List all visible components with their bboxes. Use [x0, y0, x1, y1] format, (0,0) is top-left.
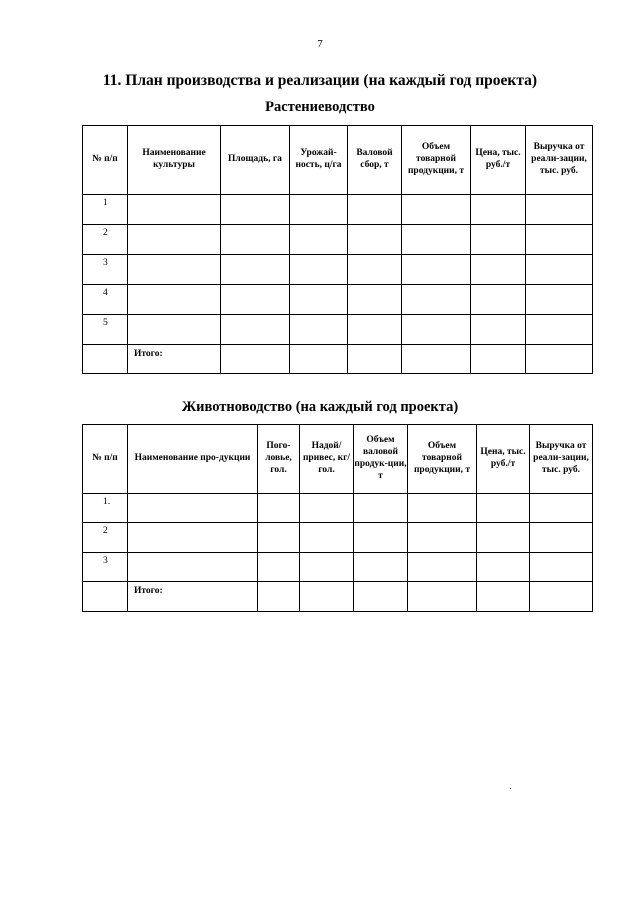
column-header: № п/п — [83, 126, 128, 195]
table-cell — [290, 345, 348, 374]
table-cell — [526, 225, 593, 255]
table-cell — [128, 315, 221, 345]
column-header: Надой/ привес, кг/гол. — [300, 425, 354, 494]
livestock-subtitle: Животноводство (на каждый год проекта) — [181, 399, 459, 415]
table-cell — [471, 225, 526, 255]
row-number: 3 — [83, 553, 128, 582]
table-cell — [290, 315, 348, 345]
table-row — [83, 523, 593, 553]
table-cell — [128, 195, 221, 225]
table-cell — [300, 553, 354, 582]
table-cell — [408, 553, 477, 582]
table-row — [83, 285, 593, 315]
table-cell — [402, 225, 471, 255]
table-cell — [348, 255, 402, 285]
table-cell — [290, 285, 348, 315]
table-cell — [258, 553, 300, 582]
table-cell — [300, 582, 354, 612]
table-cell — [408, 582, 477, 612]
table-cell — [290, 195, 348, 225]
table-cell — [221, 315, 290, 345]
table-row — [83, 494, 593, 523]
table-row — [83, 195, 593, 225]
total-label: Итого: — [128, 582, 258, 612]
livestock-production-table — [82, 424, 593, 612]
crop-production-table — [82, 125, 593, 374]
total-label: Итого: — [128, 345, 221, 374]
table-cell — [408, 494, 477, 523]
column-header: Выручка от реали-зации, тыс. руб. — [530, 425, 593, 494]
column-header: № п/п — [83, 425, 128, 494]
table-cell — [348, 225, 402, 255]
table-cell — [348, 315, 402, 345]
table-cell — [128, 523, 258, 553]
column-header: Выручка от реали-зации, тыс. руб. — [526, 126, 593, 195]
row-number: 3 — [83, 255, 128, 285]
column-header: Объем товарной продукции, т — [402, 126, 471, 195]
table-cell — [530, 553, 593, 582]
column-header: Наименование про-дукции — [128, 425, 258, 494]
table-cell — [258, 523, 300, 553]
table-cell — [526, 195, 593, 225]
table-cell — [83, 345, 128, 374]
table-cell — [402, 315, 471, 345]
table-cell — [83, 582, 128, 612]
table-row — [83, 225, 593, 255]
table-cell — [258, 494, 300, 523]
table-row — [83, 255, 593, 285]
table-cell — [402, 195, 471, 225]
row-number: 1. — [83, 494, 128, 523]
scan-artifact — [510, 788, 511, 789]
row-number: 2 — [83, 225, 128, 255]
table-cell — [477, 523, 530, 553]
table-cell — [348, 345, 402, 374]
table-cell — [471, 195, 526, 225]
column-header: Площадь, га — [221, 126, 290, 195]
column-header: Пого-ловье, гол. — [258, 425, 300, 494]
table-cell — [348, 195, 402, 225]
table-cell — [354, 553, 408, 582]
table-cell — [526, 285, 593, 315]
table-cell — [221, 195, 290, 225]
table-cell — [258, 582, 300, 612]
table-cell — [221, 225, 290, 255]
table-cell — [530, 494, 593, 523]
row-number: 1 — [83, 195, 128, 225]
table-cell — [471, 255, 526, 285]
column-header: Объем товарной продукции, т — [408, 425, 477, 494]
table-cell — [530, 582, 593, 612]
table-cell — [354, 582, 408, 612]
column-header: Урожай-ность, ц/га — [290, 126, 348, 195]
table-row — [83, 315, 593, 345]
row-number: 2 — [83, 523, 128, 553]
crop-subtitle: Растениеводство — [265, 99, 375, 115]
table-cell — [128, 285, 221, 315]
table-row — [83, 553, 593, 582]
page-number: 7 — [317, 38, 323, 50]
table-cell — [402, 345, 471, 374]
table-cell — [354, 523, 408, 553]
table-header-row — [83, 126, 593, 195]
column-header: Валовой сбор, т — [348, 126, 402, 195]
table-header-row — [83, 425, 593, 494]
table-cell — [526, 345, 593, 374]
total-row — [83, 582, 593, 612]
table-cell — [477, 494, 530, 523]
table-cell — [408, 523, 477, 553]
total-row — [83, 345, 593, 374]
table-cell — [471, 315, 526, 345]
column-header: Наименование культуры — [128, 126, 221, 195]
table-cell — [526, 255, 593, 285]
table-cell — [221, 345, 290, 374]
table-cell — [290, 255, 348, 285]
table-cell — [221, 285, 290, 315]
table-cell — [477, 582, 530, 612]
table-cell — [128, 494, 258, 523]
table-cell — [471, 285, 526, 315]
row-number: 5 — [83, 315, 128, 345]
table-cell — [471, 345, 526, 374]
table-cell — [221, 255, 290, 285]
table-cell — [402, 255, 471, 285]
table-cell — [300, 494, 354, 523]
column-header: Цена, тыс. руб./т — [471, 126, 526, 195]
table-cell — [348, 285, 402, 315]
table-cell — [530, 523, 593, 553]
table-cell — [526, 315, 593, 345]
row-number: 4 — [83, 285, 128, 315]
table-cell — [128, 255, 221, 285]
table-cell — [290, 225, 348, 255]
table-cell — [128, 225, 221, 255]
table-cell — [477, 553, 530, 582]
table-cell — [128, 553, 258, 582]
table-cell — [354, 494, 408, 523]
section-title: 11. План производства и реализации (на каждый год проекта) — [102, 72, 538, 89]
column-header: Объем валовой продук-ции, т — [354, 425, 408, 494]
table-cell — [300, 523, 354, 553]
table-cell — [402, 285, 471, 315]
column-header: Цена, тыс. руб./т — [477, 425, 530, 494]
